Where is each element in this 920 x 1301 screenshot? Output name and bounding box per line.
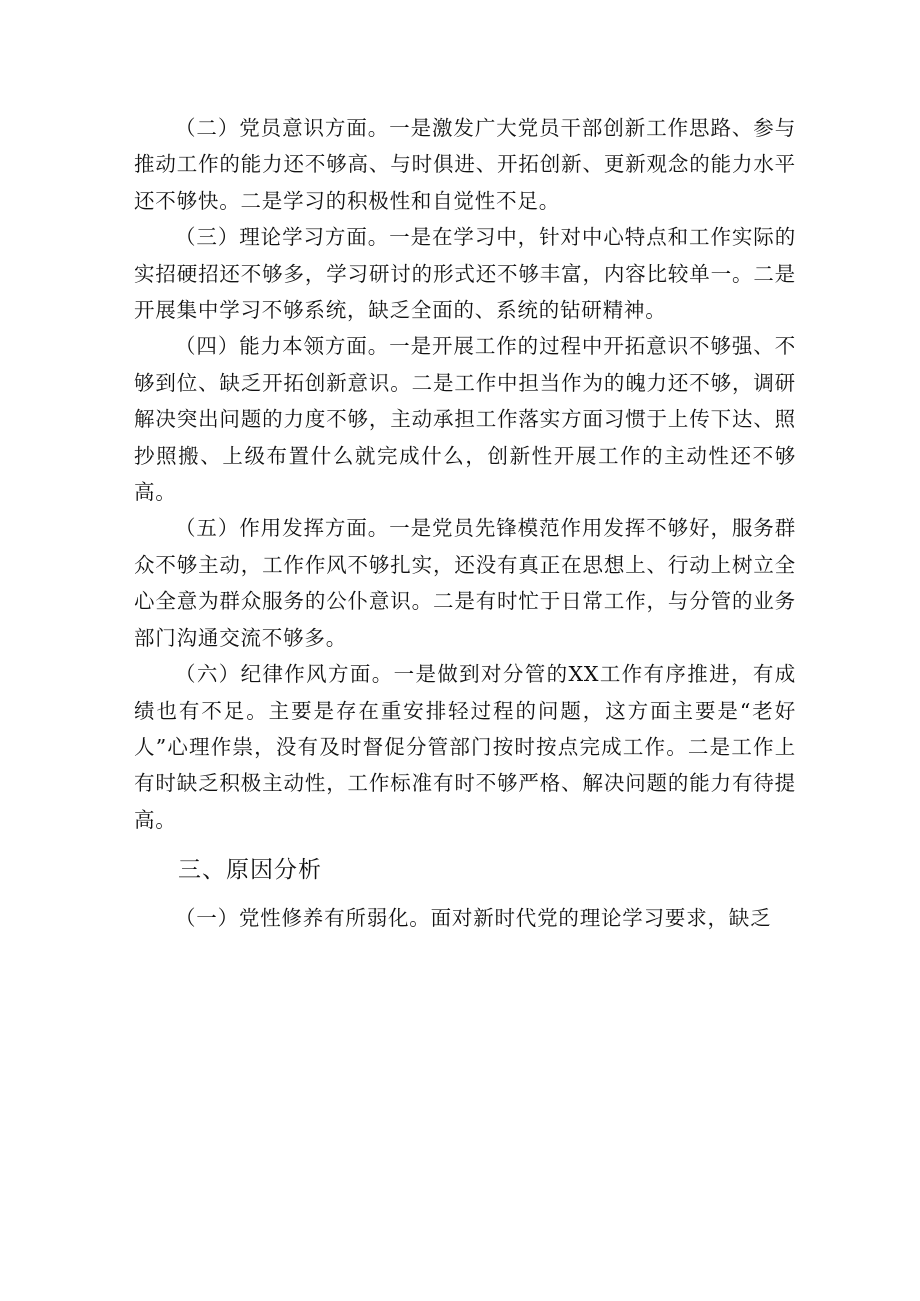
paragraph-party-awareness: （二）党员意识方面。一是激发广大党员干部创新工作思路、参与推动工作的能力还不够高、与时俱进、开拓创新、更新观念的能力水平还不够快。二是学习的积极性和自觉性不足。 xyxy=(134,116,796,213)
paragraph-theory-study: （三）理论学习方面。一是在学习中，针对中心特点和工作实际的实招硬招还不够多，学习研讨的形式还不够丰富，内容比较单一。二是开展集中学习不够系统，缺乏全面的、系统的钻研精神。 xyxy=(134,225,796,323)
paragraph-discipline: （六）纪律作风方面。一是做到对分管的XX工作有序推进，有成绩也有不足。主要是存在重安排轻过程的问题，这方面主要是“老好人”心理作祟，没有及时督促分管部门按时按点完成工作。二是工作上有时缺乏积极主动性，工作标准有时不够严格、解决问题的能力有待提高。 xyxy=(134,662,796,832)
section-heading: 三、原因分析 xyxy=(178,857,322,884)
paragraph-ability: （四）能力本领方面。一是开展工作的过程中开拓意识不够强、不够到位、缺乏开拓创新意识。二是工作中担当作为的魄力还不够，调研解决突出问题的力度不够，主动承担工作落实方面习惯于上传下达、照抄照搬、上级布置什么就完成什么，创新性开展工作的主动性还不够高。 xyxy=(134,334,796,505)
document-body xyxy=(134,110,796,937)
paragraph-role: （五）作用发挥方面。一是党员先锋模范作用发挥不够好，服务群众不够主动，工作作风不够扎实，还没有真正在思想上、行动上树立全心全意为群众服务的公仆意识。二是有时忙于日常工作，与分管的业务部门沟通交流不够多。 xyxy=(134,516,796,650)
paragraph-cause-1: （一）党性修养有所弱化。面对新时代党的理论学习要求，缺乏 xyxy=(175,906,772,931)
